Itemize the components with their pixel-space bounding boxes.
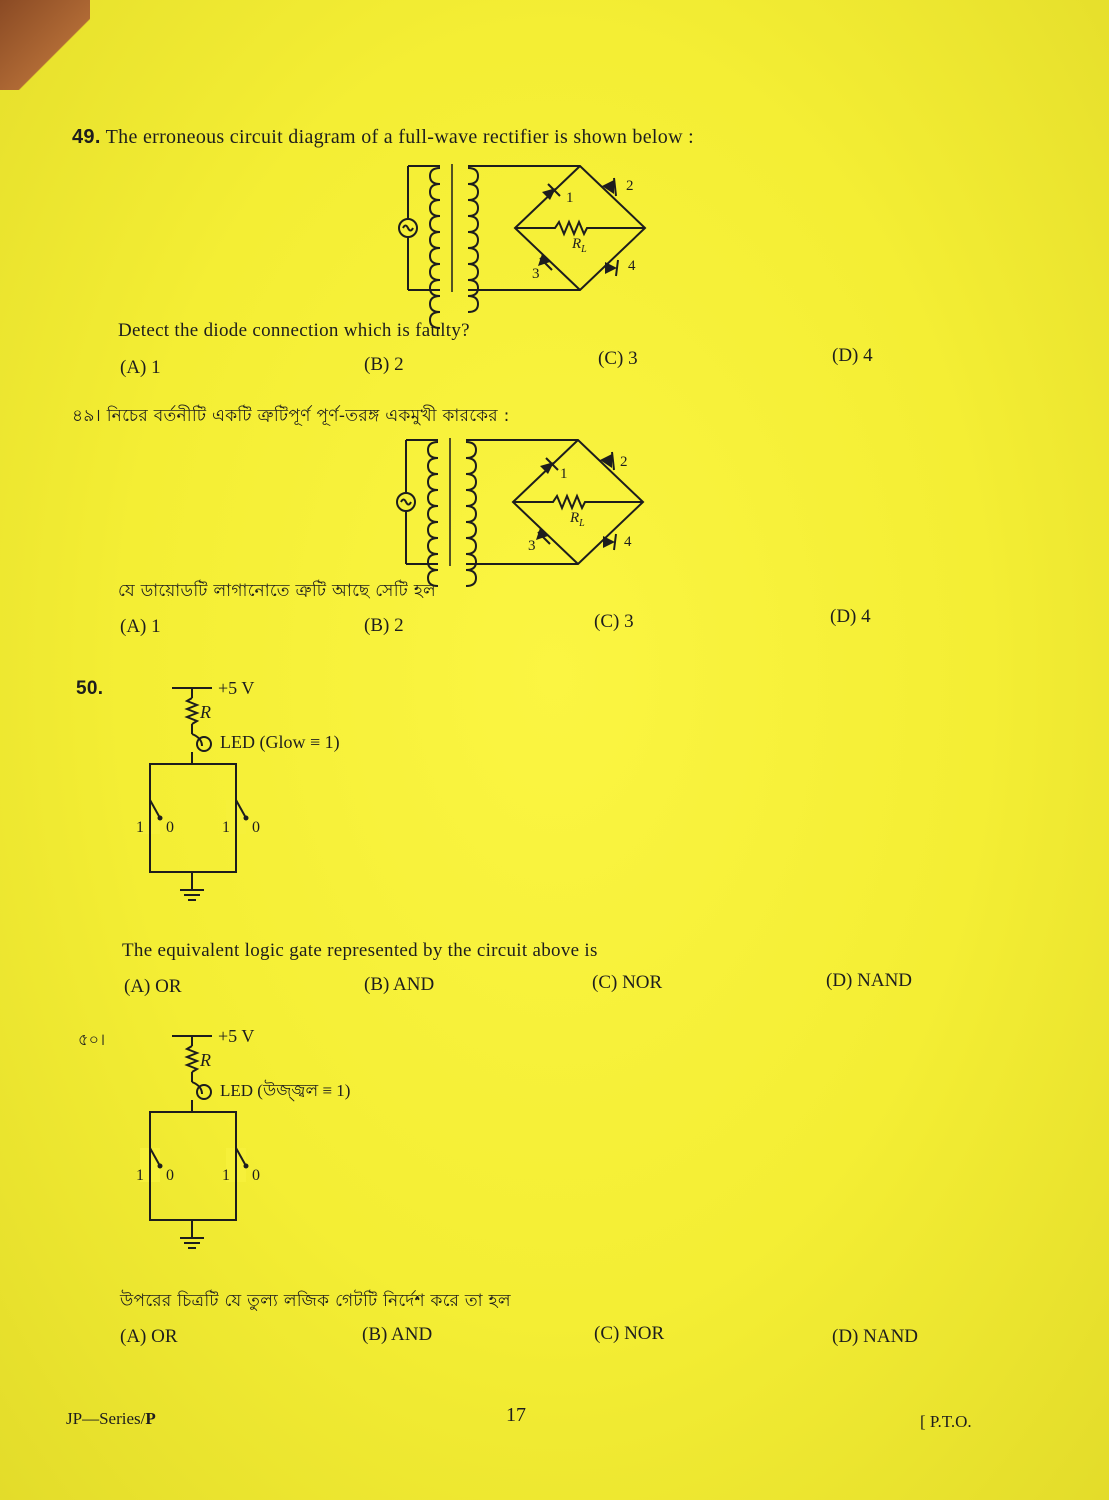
q50-option-a: (A) OR [124, 976, 182, 997]
question-text-bengali: নিচের বর্তনীটি একটি ত্রুটিপূর্ণ পূর্ণ-তরঙ্গ একমুখী কারকের : [106, 406, 510, 426]
supply-label: +5 V [218, 678, 255, 698]
q50-option-d: (D) NAND [826, 970, 913, 991]
question-50-prompt-bengali: উপরের চিত্রটি যে তুল্য লজিক গেটটি নির্দেশ করে তা হল [120, 1291, 511, 1311]
switch-a-0: 0 [166, 1167, 174, 1184]
q49bn-option-c: (C) 3 [594, 611, 634, 632]
question-text: The erroneous circuit diagram of a full-wave rectifier is shown below : [105, 126, 694, 148]
diode-3-label: 3 [532, 266, 540, 282]
rectifier-diagram-1 [400, 158, 660, 298]
led-label-bengali: LED (উজ্জ্বল ≡ 1) [220, 1081, 351, 1100]
q49-option-d: (D) 4 [832, 345, 873, 366]
resistor-label: R [200, 702, 211, 722]
q49bn-option-b: (B) 2 [364, 615, 404, 636]
diode-4-label: 4 [628, 258, 636, 274]
led-label: LED (Glow ≡ 1) [220, 732, 340, 752]
pto-label: [ P.T.O. [920, 1412, 972, 1431]
supply-label: +5 V [218, 1026, 255, 1046]
switch-b-1: 1 [222, 1167, 230, 1184]
q50-option-b: (B) AND [364, 974, 435, 995]
page-corner [0, 0, 90, 90]
q49-option-b: (B) 2 [364, 354, 404, 375]
load-label: $R_L$ [570, 510, 585, 529]
q50bn-option-d: (D) NAND [832, 1326, 919, 1347]
question-50-number: 50. [76, 678, 104, 699]
q49bn-option-d: (D) 4 [830, 606, 871, 627]
rectifier-diagram-2 [398, 432, 658, 572]
q49bn-option-a: (A) 1 [120, 616, 161, 637]
switch-b-0: 0 [252, 1167, 260, 1184]
switch-b-1: 1 [222, 819, 230, 836]
q49-option-a: (A) 1 [120, 357, 161, 378]
diode-1-label: 1 [560, 466, 568, 482]
load-label: $R_L$ [572, 236, 587, 255]
led-switch-circuit-1 [120, 672, 380, 912]
diode-2-label: 2 [626, 178, 634, 194]
page-number: 17 [506, 1404, 526, 1426]
question-50-number-bengali: ৫০। [78, 1030, 106, 1049]
diode-4-label: 4 [624, 534, 632, 550]
question-49-bengali [72, 403, 510, 431]
diode-2-label: 2 [620, 454, 628, 470]
resistor-label: R [200, 1050, 211, 1070]
question-49-prompt-bengali: যে ডায়োডটি লাগানোতে ত্রুটি আছে সেটি হল [118, 581, 437, 601]
q49-option-c: (C) 3 [598, 348, 638, 369]
led-switch-circuit-2 [120, 1020, 380, 1260]
q50bn-option-a: (A) OR [120, 1326, 178, 1347]
diode-3-label: 3 [528, 538, 536, 554]
question-number: 49. [72, 126, 101, 148]
diode-1-label: 1 [566, 190, 574, 206]
question-49 [72, 126, 694, 149]
question-49-prompt: Detect the diode connection which is faulty? [118, 320, 470, 341]
switch-a-1: 1 [136, 819, 144, 836]
q50bn-option-c: (C) NOR [594, 1323, 665, 1344]
switch-a-1: 1 [136, 1167, 144, 1184]
q50bn-option-b: (B) AND [362, 1324, 433, 1345]
switch-b-0: 0 [252, 819, 260, 836]
question-50-prompt: The equivalent logic gate represented by the circuit above is [122, 940, 598, 961]
series-label: JP—Series/P [66, 1409, 156, 1428]
switch-a-0: 0 [166, 819, 174, 836]
question-number-bengali: ৪৯। [72, 406, 102, 426]
q50-option-c: (C) NOR [592, 972, 663, 993]
